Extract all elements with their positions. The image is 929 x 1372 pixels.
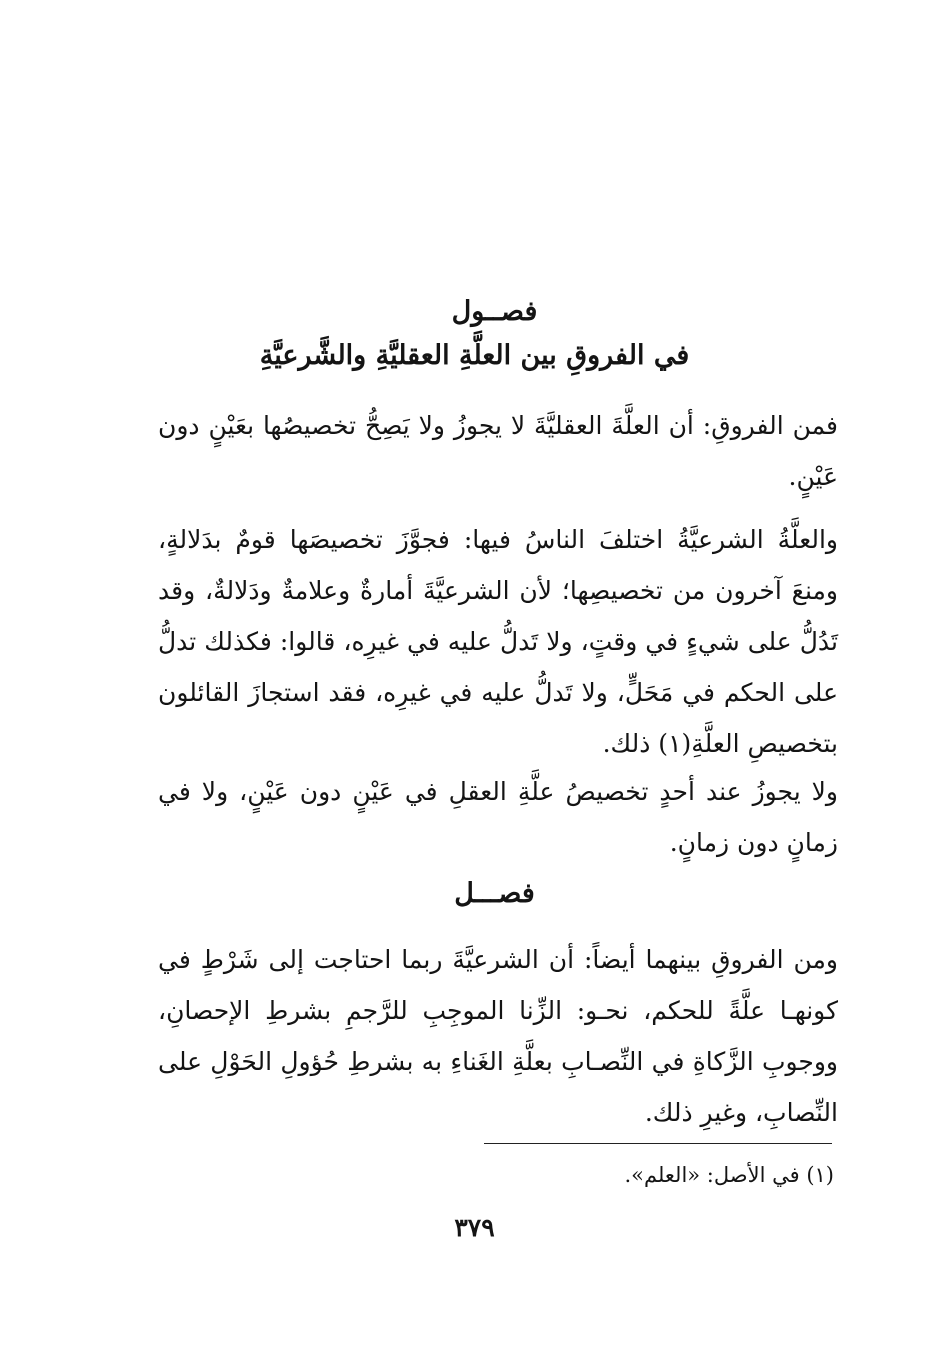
paragraph-1: فمن الفروقِ: أن العلَّةَ العقليَّةَ لا يجوزُ ولا يَصِحُّ تخصيصُها بعَيْنٍ دون عَيْنٍ. xyxy=(158,411,838,491)
page-heading: فصــول xyxy=(451,296,538,327)
footnote-divider xyxy=(484,1143,832,1144)
section-paragraph: ومن الفروقِ بينهما أيضاً: أن الشرعيَّةَ ربما احتاجت إلى شَرْطٍ في كونهـا علَّةً للحكم، نحـو: الزِّنا الموجِبِ للرَّجمِ بشرطِ الإحصانِ، ووجوبِ الزَّكاةِ في النِّصـابِ بعلَّةِ الغَناءِ به بشرطِ حُؤولِ الحَوْلِ على النِّصابِ، وغيرِ ذلك. xyxy=(158,945,838,1127)
page-number: ٣٧٩ xyxy=(454,1213,495,1242)
paragraph-3: ولا يجوزُ عند أحدٍ تخصيصُ علَّةِ العقلِ في عَيْنٍ دون عَيْنٍ، ولا في زمانٍ دون زمانٍ. xyxy=(158,777,838,857)
footnote: (١) في الأصل: «العلم». xyxy=(624,1163,834,1187)
page-subheading: في الفروقِ بين العلَّةِ العقليَّةِ والشَّرعيَّةِ xyxy=(259,340,690,371)
paragraph-2: والعلَّةُ الشرعيَّةُ اختلفَ الناسُ فيها: فجوَّزَ تخصيصَها قومٌ بدَلالةٍ، ومنعَ آخرون من تخصيصِها؛ لأن الشرعيَّةَ أمارةٌ وعلامةٌ ودَلالةٌ، وقد تَدُلُّ على شيءٍ في وقتٍ، ولا تَدلُّ عليه في غيرِه، قالوا: فكذلك تدلُّ على الحكم في مَحَلٍّ، ولا تَدلُّ عليه في غيرِه، فقد استجازَ القائلون بتخصيصِ العلَّةِ(١) ذلك. xyxy=(158,525,838,758)
section-heading: فصـــل xyxy=(454,878,535,909)
